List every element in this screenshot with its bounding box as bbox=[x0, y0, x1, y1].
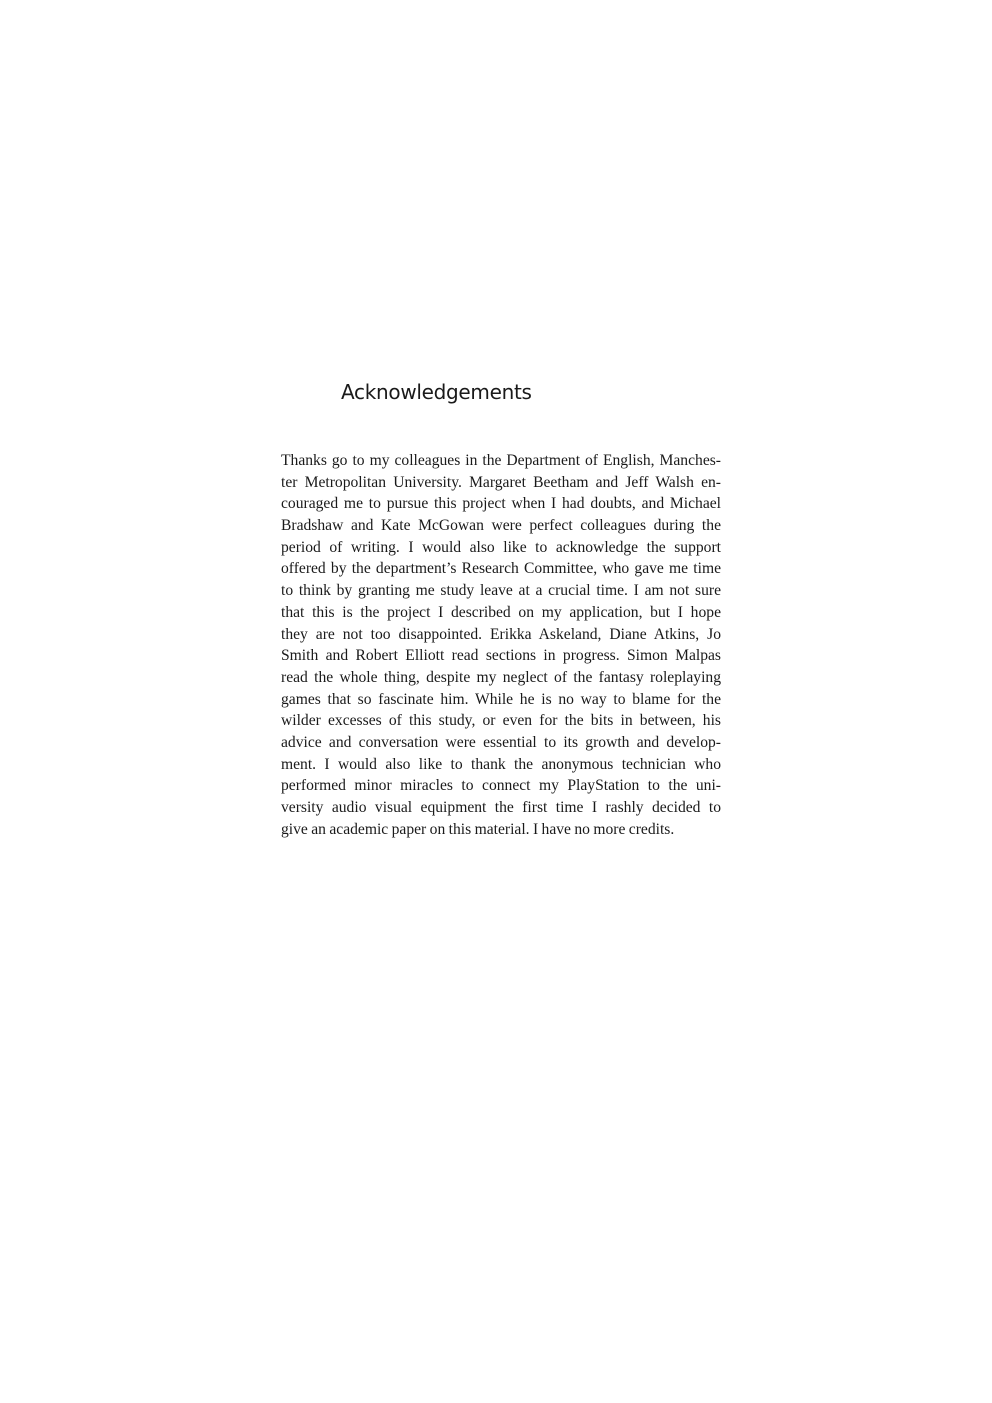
paragraph-line: that this is the project I described on my application, but I hope bbox=[281, 603, 721, 621]
paragraph-line: games that so fascinate him. While he is no way to blame for the bbox=[281, 690, 721, 708]
paragraph-line: period of writing. I would also like to acknowledge the support bbox=[281, 538, 721, 556]
paragraph-line: versity audio visual equipment the first time I rashly decided to bbox=[281, 799, 721, 816]
paragraph-line: Smith and Robert Elliott read sections in progress. Simon Malpas bbox=[281, 647, 721, 665]
paragraph-line: Bradshaw and Kate McGowan were perfect colleagues during the bbox=[281, 517, 721, 535]
paragraph-line: to think by granting me study leave at a crucial time. I am not sure bbox=[281, 582, 721, 600]
paragraph-line: they are not too disappointed. Erikka Askeland, Diane Atkins, Jo bbox=[281, 625, 721, 643]
paragraph-line: give an academic paper on this material. I have no more credits. bbox=[281, 820, 675, 838]
page-title: Acknowledgements bbox=[341, 380, 532, 404]
paragraph-line: Thanks go to my colleagues in the Department of English, Manches- bbox=[281, 452, 721, 469]
paragraph-line: ment. I would also like to thank the anonymous technician who bbox=[281, 755, 721, 773]
paragraph-line: wilder excesses of this study, or even for the bits in between, his bbox=[281, 712, 721, 730]
paragraph-line: ter Metropolitan University. Margaret Beetham and Jeff Walsh en- bbox=[281, 473, 721, 491]
paragraph-line: offered by the department’s Research Committee, who gave me time bbox=[281, 560, 721, 578]
paragraph-line: couraged me to pursue this project when I had doubts, and Michael bbox=[281, 495, 721, 513]
paragraph-line: performed minor miracles to connect my PlayStation to the uni- bbox=[281, 777, 721, 795]
paragraph-line: read the whole thing, despite my neglect of the fantasy roleplaying bbox=[281, 668, 721, 686]
acknowledgements-paragraph bbox=[281, 450, 721, 840]
paragraph-line: advice and conversation were essential to its growth and develop- bbox=[281, 733, 721, 751]
